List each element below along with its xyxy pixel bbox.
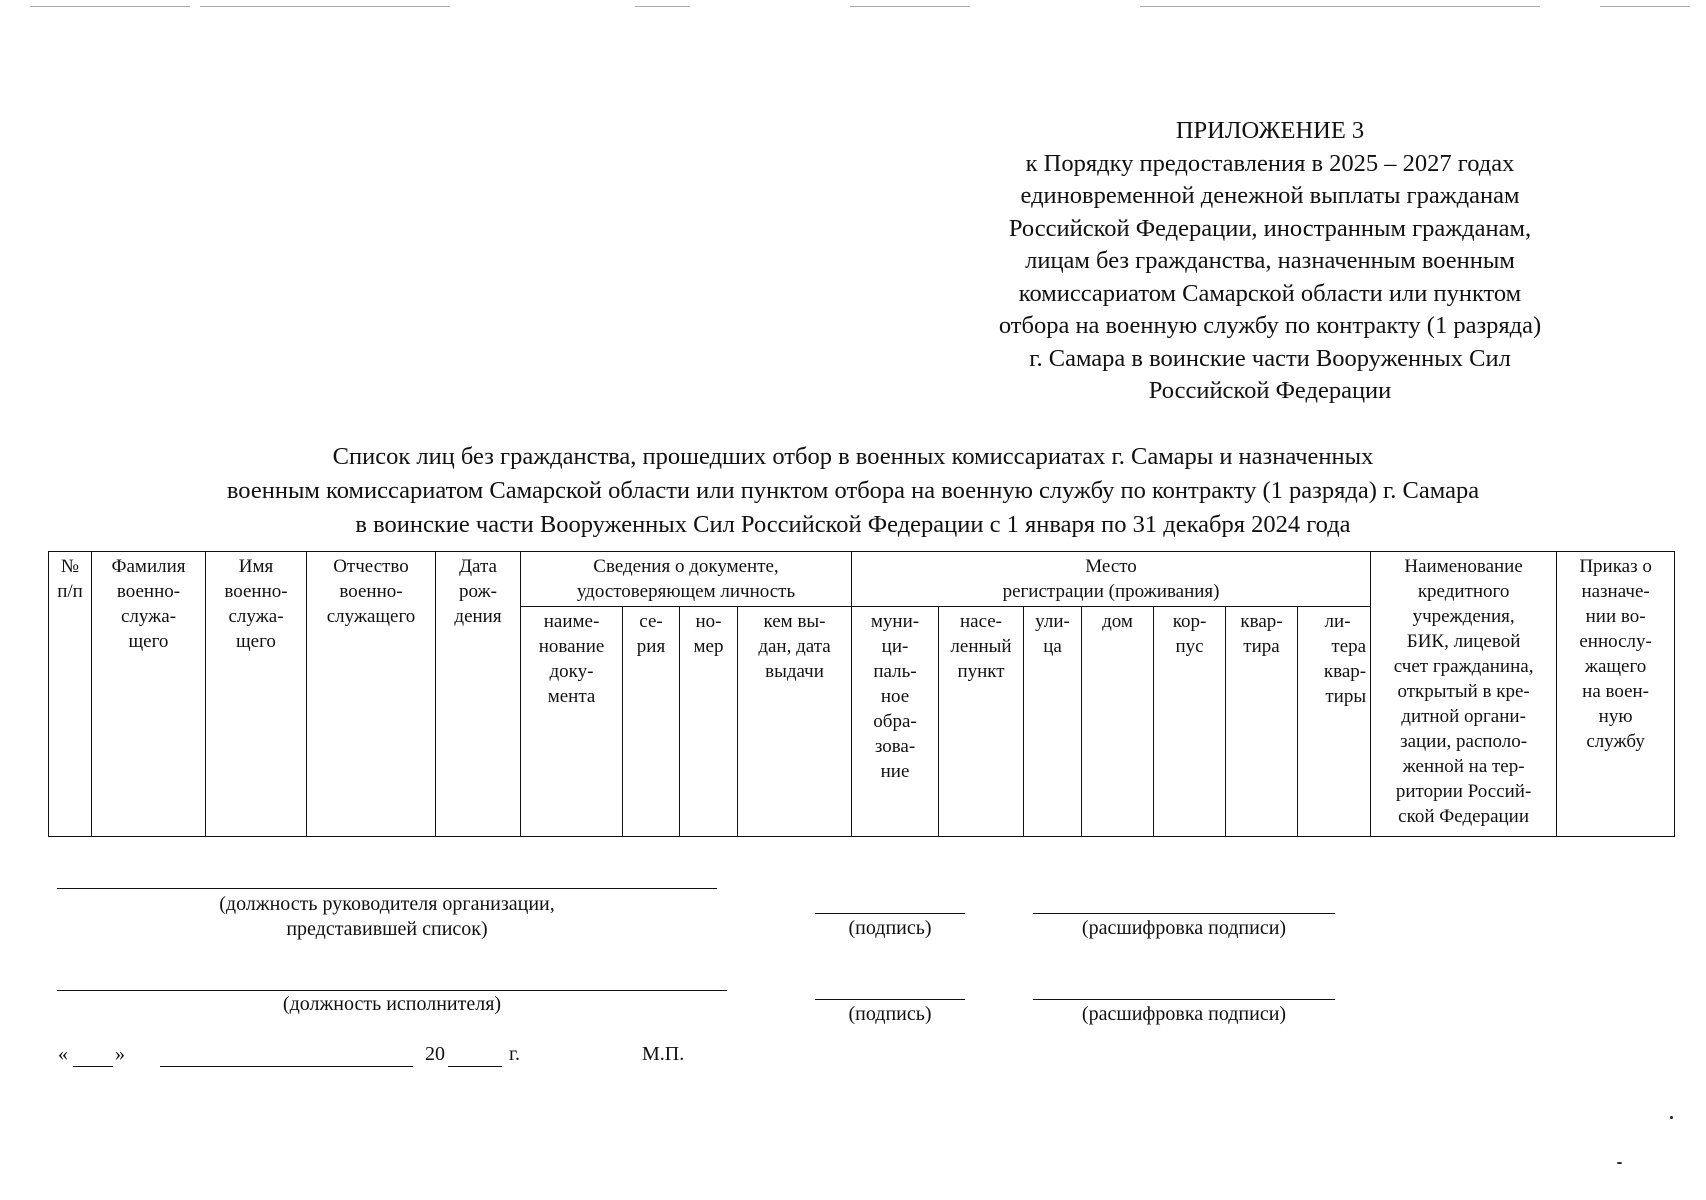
scan-artifact-line: [1600, 6, 1690, 7]
header-text: дитной органи-: [1401, 706, 1526, 727]
header-text: щего: [236, 631, 276, 652]
caption-text: (расшифровка подписи): [1081, 1003, 1287, 1025]
date-close-quote: »: [115, 1043, 125, 1065]
header-text: дения: [454, 606, 502, 627]
scan-speck: [1670, 1116, 1673, 1119]
header-text: пункт: [957, 661, 1005, 682]
annex-line: Российской Федерации, иностранным гражданам,: [1008, 214, 1532, 242]
col-header-municipality: [852, 607, 939, 837]
decode-caption-1: [1033, 916, 1335, 941]
header-text: ули-: [1035, 611, 1070, 632]
header-text: женной на тер-: [1402, 756, 1525, 777]
header-text: Фамилия: [111, 556, 186, 577]
annex-title: ПРИЛОЖЕНИЕ 3: [1175, 117, 1365, 144]
decode-line-1: [1033, 913, 1335, 914]
head-position-line: [57, 888, 717, 889]
annex-line: Российской Федерации: [1148, 377, 1392, 404]
header-text: рож-: [459, 581, 497, 602]
header-text: службу: [1586, 731, 1645, 752]
caption-text: (должность руководителя организации,: [219, 893, 555, 915]
header-text: ца: [1043, 636, 1062, 657]
date-open-quote: «: [58, 1043, 68, 1065]
header-text: служа-: [228, 606, 284, 627]
header-text: ци-: [881, 636, 909, 657]
header-text: выдачи: [765, 661, 824, 682]
header-text: нование: [538, 636, 605, 657]
header-text: военно-: [224, 581, 288, 602]
annex-line: комиссариатом Самарской области или пунктом: [1018, 279, 1522, 307]
caption-text: (должность исполнителя): [282, 993, 502, 1015]
header-text: ской Федерации: [1398, 806, 1530, 827]
header-text: военно-: [116, 581, 181, 602]
annex-header: [930, 115, 1610, 408]
header-text: кредитного: [1417, 581, 1510, 602]
header-text: кор-: [1172, 611, 1207, 632]
header-text: назначе-: [1581, 581, 1650, 602]
col-header-birthdate: [436, 552, 521, 837]
executor-position-caption: [57, 992, 727, 1017]
annex-line: г. Самара в воинские части Вооруженных Сил: [1029, 344, 1511, 372]
header-text: регистрации (проживания): [1002, 581, 1220, 602]
date-day-line: [73, 1066, 113, 1067]
head-position-caption: [57, 892, 717, 942]
header-text: удостоверяющем личность: [576, 581, 796, 602]
header-text: ную: [1598, 706, 1633, 727]
header-text: Дата: [459, 556, 497, 577]
col-header-order: [1557, 552, 1675, 837]
header-text: ние: [880, 761, 910, 782]
header-text: зова-: [874, 736, 916, 757]
col-header-bank: [1371, 552, 1557, 837]
date-year-prefix: 20: [425, 1043, 445, 1065]
col-header-patronymic: [307, 552, 436, 837]
header-text: служа-: [120, 606, 177, 627]
header-text: нии во-: [1585, 606, 1646, 627]
header-text: ли-: [1324, 611, 1351, 632]
list-title-line: военным комиссариатом Самарской области или пунктом отбора на военную службу по контракту (1 разряда) г. Самара: [226, 477, 1480, 504]
scan-artifact-line: [30, 6, 190, 7]
header-text: квар-: [1240, 611, 1283, 632]
scan-artifact-line: [850, 6, 970, 7]
header-text: Место: [1085, 556, 1137, 577]
header-text: тера: [1331, 636, 1367, 657]
scan-artifact-line: [200, 6, 450, 7]
header-text: Имя: [238, 556, 274, 577]
scan-speck: [1617, 1162, 1622, 1164]
signature-line-1: [815, 913, 965, 914]
annex-line: к Порядку предоставления в 2025 – 2027 годах: [1025, 149, 1515, 177]
col-header-apartment-letter: [1298, 607, 1371, 837]
header-text: ное: [880, 686, 910, 707]
header-text: п/п: [57, 581, 83, 602]
group-header-registration: [852, 552, 1371, 607]
annex-line: лицам без гражданства, назначенным военным: [1025, 247, 1515, 274]
col-header-locality: [939, 607, 1024, 837]
date-year-suffix: г.: [509, 1043, 520, 1065]
header-text: Приказ о: [1579, 556, 1652, 577]
header-text: №: [60, 556, 80, 577]
header-text: обра-: [873, 711, 917, 732]
header-text: но-: [695, 611, 722, 632]
header-text: паль-: [873, 661, 917, 682]
header-text: зации, располо-: [1400, 731, 1528, 752]
header-text: счет гражданина,: [1393, 656, 1534, 677]
col-header-apartment: [1226, 607, 1298, 837]
header-text: тиры: [1325, 686, 1367, 707]
persons-table: [48, 551, 1675, 837]
col-header-number: [49, 552, 92, 837]
header-text: служащего: [326, 606, 416, 627]
list-title: [40, 440, 1666, 542]
caption-text: представившей список): [286, 918, 488, 940]
header-text: тира: [1243, 636, 1280, 657]
header-text: мер: [693, 636, 724, 657]
header-text: Наименование: [1404, 556, 1523, 577]
header-text: Сведения о документе,: [593, 556, 779, 577]
header-text: мента: [547, 686, 596, 707]
stamp-label: М.П.: [642, 1043, 685, 1065]
header-text: доку-: [549, 661, 594, 682]
header-text: насе-: [959, 611, 1003, 632]
header-text: квар-: [1323, 661, 1367, 682]
date-year-line: [448, 1066, 502, 1067]
header-text: наиме-: [543, 611, 600, 632]
header-text: пус: [1175, 636, 1204, 657]
group-header-document: [521, 552, 852, 607]
col-header-surname: [92, 552, 206, 837]
scan-artifact-line: [635, 6, 690, 7]
col-header-house: [1082, 607, 1154, 837]
header-text: се-: [639, 611, 663, 632]
header-text: рия: [636, 636, 666, 657]
signature-line-2: [815, 999, 965, 1000]
col-header-building: [1154, 607, 1226, 837]
header-text: БИК, лицевой: [1406, 631, 1521, 652]
col-header-doc-name: [521, 607, 623, 837]
caption-text: (расшифровка подписи): [1081, 917, 1287, 939]
date-month-line: [160, 1066, 413, 1067]
col-header-doc-issued: [738, 607, 852, 837]
list-title-line: Список лиц без гражданства, прошедших отбор в военных комиссариатах г. Самары и назначенных: [332, 443, 1374, 470]
executor-position-line: [57, 990, 727, 991]
col-header-doc-number: [680, 607, 738, 837]
header-text: дан, дата: [758, 636, 831, 657]
signature-caption-1: [815, 916, 965, 941]
header-text: еннослу-: [1579, 631, 1652, 652]
header-text: на воен-: [1582, 681, 1650, 702]
header-text: учреждения,: [1412, 606, 1515, 627]
col-header-street: [1024, 607, 1082, 837]
col-header-name: [206, 552, 307, 837]
annex-line: отбора на военную службу по контракту (1 разряда): [998, 312, 1542, 339]
header-text: военно-: [339, 581, 403, 602]
header-text: ленный: [950, 636, 1012, 657]
header-text: щего: [128, 631, 169, 652]
col-header-doc-series: [623, 607, 680, 837]
scan-artifact-line: [1140, 6, 1540, 7]
header-text: Отчество: [333, 556, 409, 577]
annex-line: единовременной денежной выплаты гражданам: [1020, 182, 1520, 209]
caption-text: (подпись): [848, 1003, 932, 1025]
decode-caption-2: [1033, 1002, 1335, 1027]
header-text: ритории Россий-: [1395, 781, 1532, 802]
caption-text: (подпись): [848, 917, 932, 939]
header-text: дом: [1102, 611, 1133, 632]
header-text: кем вы-: [763, 611, 826, 632]
header-text: муни-: [870, 611, 920, 632]
header-text: открытый в кре-: [1397, 681, 1530, 702]
decode-line-2: [1033, 999, 1335, 1000]
header-text: жащего: [1584, 656, 1647, 677]
signature-caption-2: [815, 1002, 965, 1027]
list-title-line: в воинские части Вооруженных Сил Российской Федерации с 1 января по 31 декабря 2024 года: [355, 511, 1351, 538]
